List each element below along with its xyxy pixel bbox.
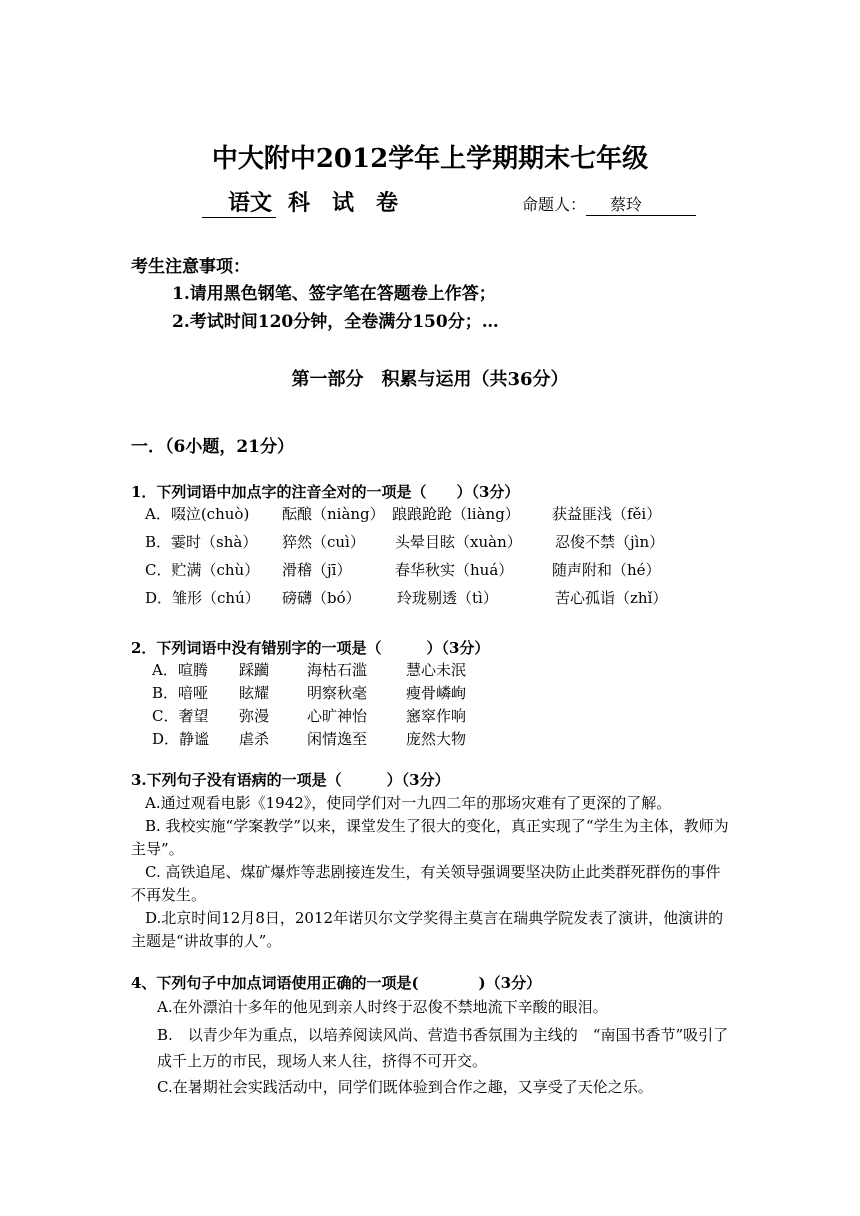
q4-option-b: B. 以青少年为重点，以培养阅读风尚、营造书香氛围为主线的 “南国书香节”吸引了成千上万的市民，现场人来人往，挤得不可开交。 bbox=[157, 1026, 729, 1070]
author-line bbox=[522, 192, 696, 216]
q1-d-1: D．雏形（chú） bbox=[145, 589, 260, 607]
q1-a-2: 酝酿（niàng） bbox=[282, 505, 385, 523]
q2-a-1: A．喧腾 bbox=[152, 661, 208, 679]
q1-b-3: 头晕目眩（xuàn） bbox=[395, 533, 522, 551]
q2-d-4: 庞然大物 bbox=[406, 730, 467, 748]
q2-d-3: 闲情逸至 bbox=[307, 730, 368, 748]
question-4-stem: 4、下列句子中加点词语使用正确的一项是( )（3分） bbox=[131, 974, 542, 992]
q3-option-a: A.通过观看电影《1942》，使同学们对一九四二年的那场灾难有了更深的了解。 bbox=[145, 794, 672, 812]
q2-b-3: 明察秋毫 bbox=[307, 684, 368, 702]
q3-option-d: D.北京时间12月8日，2012年诺贝尔文学奖得主莫言在瑞典学院发表了演讲，他演讲的主题是“讲故事的人”。 bbox=[131, 909, 724, 950]
subject-name: 语文 bbox=[202, 186, 276, 218]
q1-a-1: A．啜泣(chuò) bbox=[145, 505, 250, 523]
q2-c-4: 窸窣作响 bbox=[406, 707, 467, 725]
notice-item-1: 1.请用黑色钢笔、签字笔在答题卷上作答； bbox=[172, 284, 496, 304]
q3-option-c: C. 高铁追尾、煤矿爆炸等悲剧接连发生，有关领导强调要坚决防止此类群死群伤的事件不再发生。 bbox=[131, 863, 721, 904]
notice-heading: 考生注意事项： bbox=[131, 257, 250, 277]
q2-d-2: 虐杀 bbox=[239, 730, 270, 748]
author-name: 蔡玲 bbox=[586, 192, 696, 216]
q1-c-4: 随声附和（hé） bbox=[552, 561, 661, 579]
exam-title: 中大附中2012学年上学期期末七年级 bbox=[211, 144, 649, 174]
q4-option-c: C.在暑期社会实践活动中，同学们既体验到合作之趣，又享受了天伦之乐。 bbox=[157, 1078, 653, 1096]
q2-a-3: 海枯石滥 bbox=[307, 661, 368, 679]
q1-b-1: B．霎时（shà） bbox=[145, 533, 258, 551]
q2-b-4: 瘦骨嶙峋 bbox=[406, 684, 467, 702]
q1-b-4: 忍俊不禁（jìn） bbox=[555, 533, 665, 551]
subtitle-row bbox=[0, 186, 860, 220]
subject-rest: 科 试 卷 bbox=[288, 190, 399, 216]
q2-c-1: C．奢望 bbox=[152, 707, 209, 725]
q1-d-3: 玲珑剔透（tì） bbox=[397, 589, 498, 607]
q2-c-2: 弥漫 bbox=[239, 707, 270, 725]
q1-a-4: 获益匪浅（fěi） bbox=[552, 505, 662, 523]
q2-d-1: D．静谧 bbox=[152, 730, 210, 748]
notice-item-2: 2.考试时间120分钟，全卷满分150分；… bbox=[172, 312, 499, 332]
q3-option-b: B. 我校实施“学案教学”以来，课堂发生了很大的变化，真正实现了“学生为主体，教师为主导”。 bbox=[131, 817, 729, 858]
author-label: 命题人： bbox=[522, 195, 587, 214]
q2-b-2: 眩耀 bbox=[239, 684, 270, 702]
q4-option-a: A.在外漂泊十多年的他见到亲人时终于忍俊不禁地流下辛酸的眼泪。 bbox=[157, 998, 608, 1016]
q1-c-1: C．贮满（chù） bbox=[145, 561, 260, 579]
q2-b-1: B．喑哑 bbox=[152, 684, 209, 702]
section-title: 一．（6小题，21分） bbox=[131, 437, 294, 457]
subject-line bbox=[202, 186, 442, 218]
q1-b-2: 猝然（cuì） bbox=[282, 533, 365, 551]
q2-c-3: 心旷神怡 bbox=[307, 707, 368, 725]
q2-a-2: 踩躏 bbox=[239, 661, 270, 679]
part-title: 第一部分 积累与运用（共36分） bbox=[291, 369, 569, 390]
q1-a-3: 踉踉跄跄（liàng） bbox=[392, 505, 520, 523]
q1-d-2: 磅礴（bó） bbox=[282, 589, 361, 607]
question-2-stem: 2．下列词语中没有错别字的一项是（ ）（3分） bbox=[131, 639, 490, 657]
q2-a-4: 慧心未泯 bbox=[406, 661, 467, 679]
question-1-stem: 1．下列词语中加点字的注音全对的一项是（ ）（3分） bbox=[131, 483, 520, 501]
q1-c-2: 滑稽（jī） bbox=[282, 561, 352, 579]
q1-d-4: 苦心孤诣（zhǐ） bbox=[555, 589, 668, 607]
q1-c-3: 春华秋实（huá） bbox=[395, 561, 514, 579]
question-3-stem: 3.下列句子没有语病的一项是（ ）（3分） bbox=[131, 771, 450, 789]
